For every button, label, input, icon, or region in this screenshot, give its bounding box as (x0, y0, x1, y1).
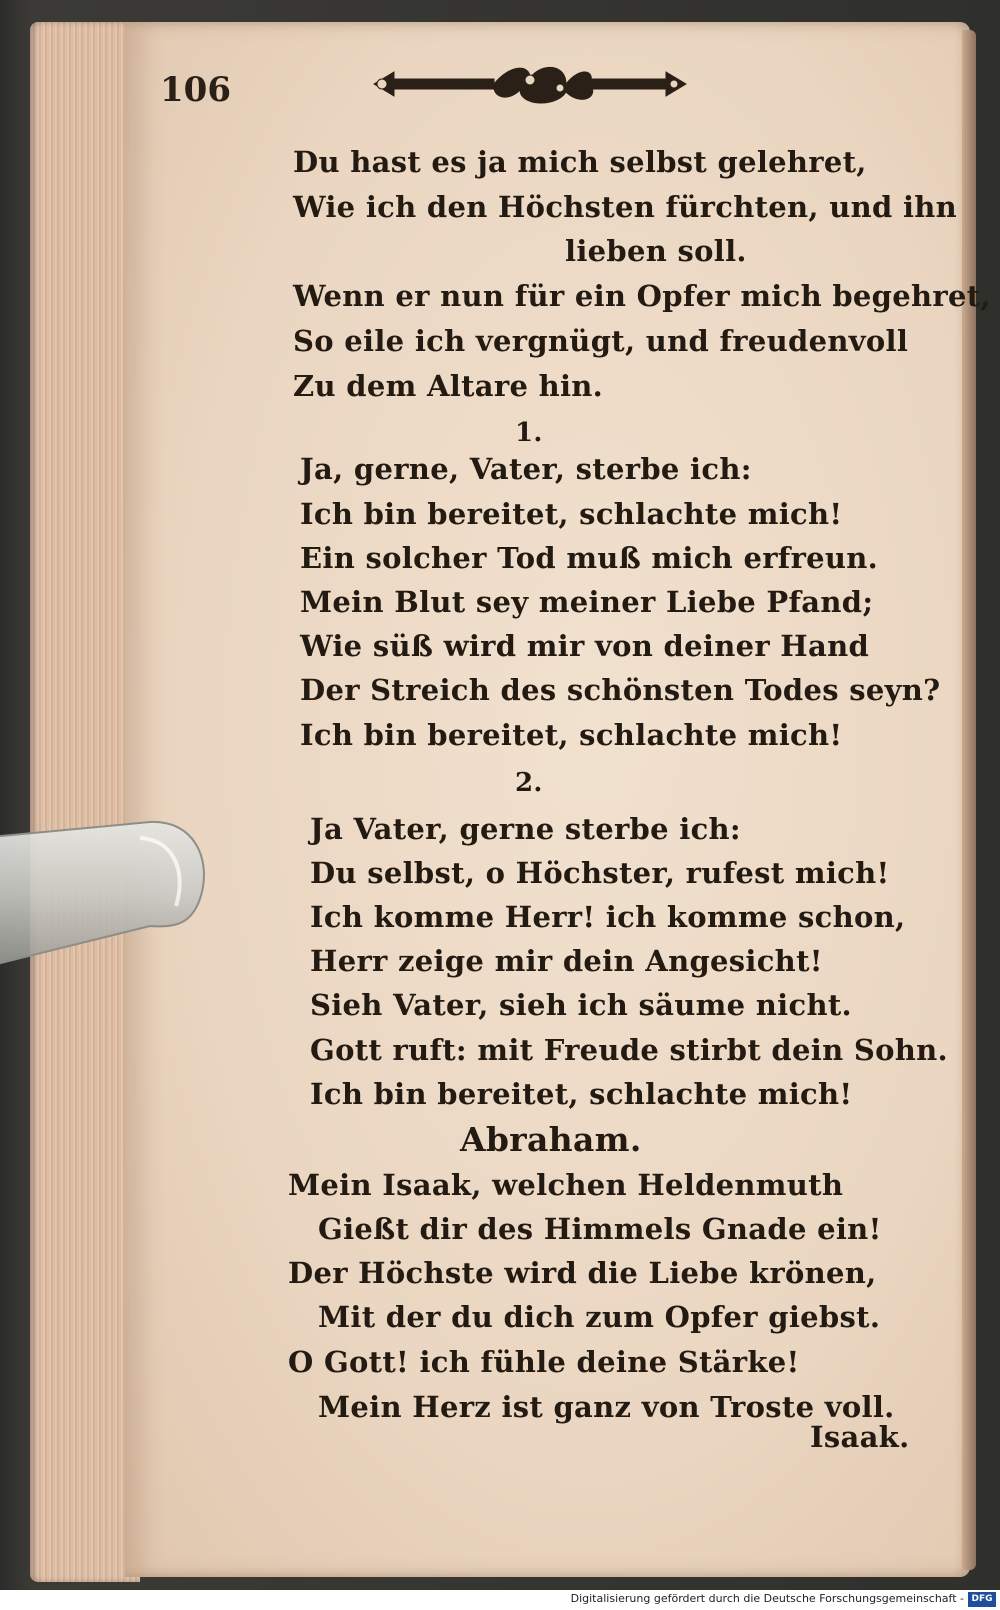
text-line: Gießt dir des Himmels Gnade ein! (318, 1212, 882, 1246)
text-line: Herr zeige mir dein Angesicht! (310, 944, 823, 978)
text-line: Wie süß wird mir von deiner Hand (300, 629, 870, 663)
text-line: Ich bin bereitet, schlachte mich! (300, 497, 843, 531)
text-line: Ich komme Herr! ich komme schon, (310, 900, 906, 934)
text-line: Ich bin bereitet, schlachte mich! (300, 718, 843, 752)
verse-number: 2. (515, 768, 543, 798)
text-line: So eile ich vergnügt, und freudenvoll (293, 324, 909, 358)
text-line: Mein Blut sey meiner Liebe Pfand; (300, 585, 874, 619)
text-line: Ja Vater, gerne sterbe ich: (310, 812, 741, 846)
text-line: lieben soll. (565, 234, 747, 268)
text-line: Mit der du dich zum Opfer giebst. (318, 1300, 881, 1334)
text-line: Wie ich den Höchsten fürchten, und ihn (293, 190, 958, 224)
text-line: Mein Isaak, welchen Heldenmuth (288, 1168, 844, 1202)
page-number: 106 (160, 70, 231, 110)
text-line: Du selbst, o Höchster, rufest mich! (310, 856, 890, 890)
text-line: Ich bin bereitet, schlachte mich! (310, 1077, 853, 1111)
catchword: Isaak. (810, 1420, 910, 1454)
footer-bar (0, 1590, 1000, 1610)
text-line: Der Höchste wird die Liebe krönen, (288, 1256, 877, 1290)
text-line: Gott ruft: mit Freude stirbt dein Sohn. (310, 1033, 948, 1067)
glass-page-holder (0, 818, 210, 968)
text-line: O Gott! ich fühle deine Stärke! (288, 1345, 800, 1379)
text-line: Wenn er nun für ein Opfer mich begehret, (293, 279, 991, 313)
speaker-heading: Abraham. (460, 1120, 642, 1159)
text-line: Du hast es ja mich selbst gelehret, (293, 145, 867, 179)
text-line: Zu dem Altare hin. (293, 369, 604, 403)
text-line: Der Streich des schönsten Todes seyn? (300, 673, 941, 707)
digitization-credit: Digitalisierung gefördert durch die Deutsche Forschungsgemeinschaft - (570, 1592, 964, 1605)
text-line: Mein Herz ist ganz von Troste voll. (318, 1390, 895, 1424)
text-line: Ein solcher Tod muß mich erfreun. (300, 541, 879, 575)
dfg-logo-icon: DFG (968, 1592, 996, 1607)
text-line: Ja, gerne, Vater, sterbe ich: (300, 452, 752, 486)
verse-number: 1. (515, 418, 543, 448)
text-line: Sieh Vater, sieh ich säume nicht. (310, 988, 852, 1022)
